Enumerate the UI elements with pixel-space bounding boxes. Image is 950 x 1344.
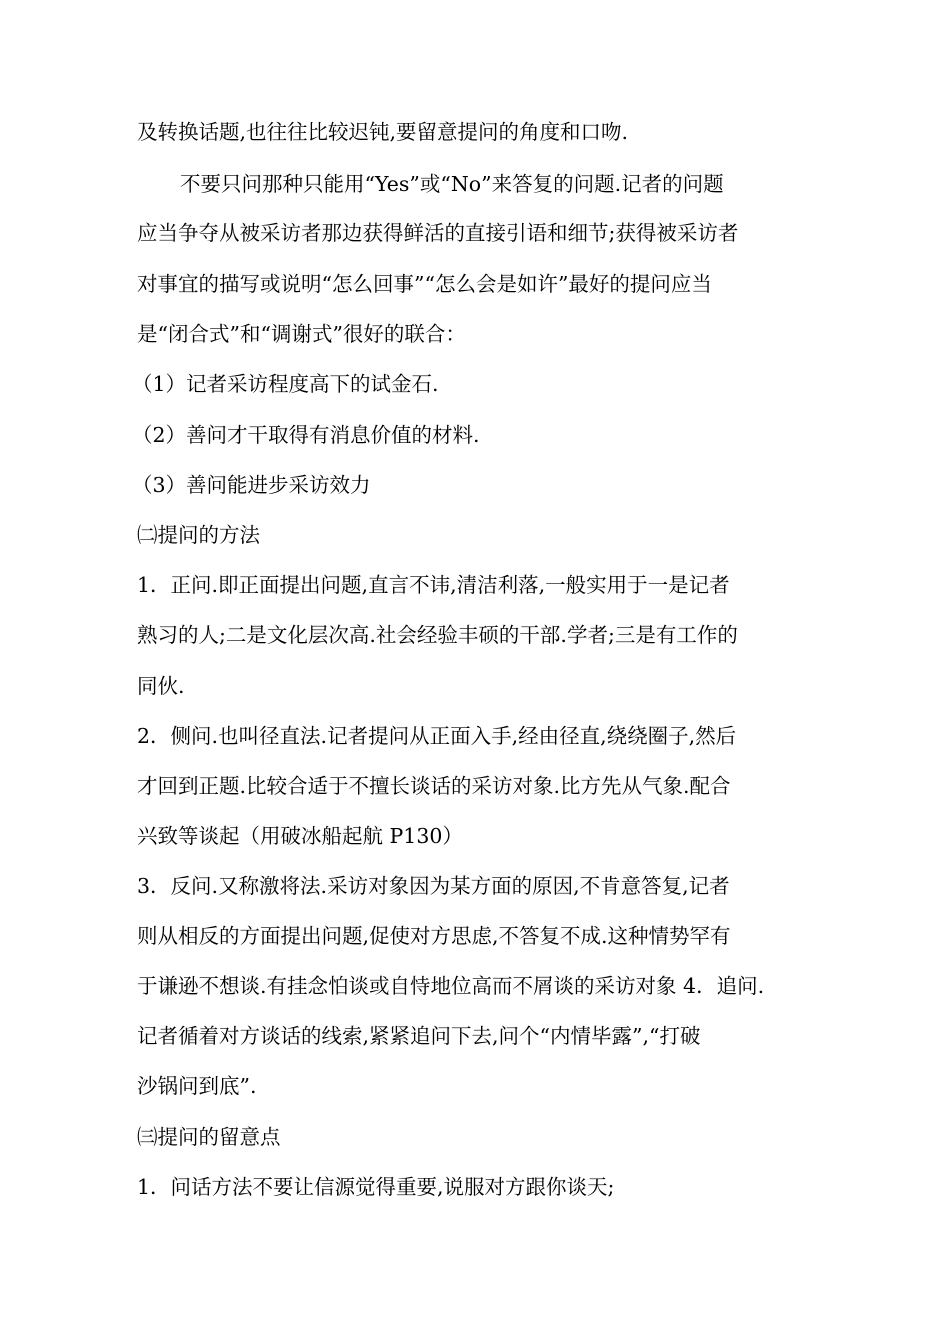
list-item: （3）善问能进步采访效力 (132, 473, 371, 497)
text-line: 则从相反的方面提出问题,促使对方思虑,不答复不成.这种情势罕有 (137, 924, 731, 948)
text-line: 记者循着对方谈话的线索,紧紧追问下去,问个“内情毕露”,“打破 (137, 1024, 701, 1048)
text-line: 于谦逊不想谈.有挂念怕谈或自恃地位高而不屑谈的采访对象 4．追问. (137, 974, 765, 998)
text-line: 对事宜的描写或说明“怎么回事”“怎么会是如许”最好的提问应当 (137, 272, 712, 296)
text-line: 1．问话方法不要让信源觉得重要,说服对方跟你谈天; (137, 1175, 615, 1199)
section-heading: ㈢提问的留意点 (137, 1125, 281, 1149)
text-line: 1．正问.即正面提出问题,直言不讳,清洁利落,一般实用于一是记者 (137, 573, 730, 597)
text-line: 是“闭合式”和“调谢式”很好的联合： (137, 322, 466, 346)
list-item: （2）善问才干取得有消息价值的材料. (132, 423, 480, 447)
text-line: 沙锅问到底”. (137, 1074, 257, 1098)
section-heading: ㈡提问的方法 (137, 523, 260, 547)
text-line: 不要只问那种只能用“Yes”或“No”来答复的问题.记者的问题 (180, 172, 724, 196)
text-line: 兴致等谈起（用破冰船起航 P130） (137, 824, 463, 848)
text-line: 应当争夺从被采访者那边获得鲜活的直接引语和细节;获得被采访者 (137, 221, 739, 245)
text-line: 同伙. (137, 674, 185, 698)
text-line: 熟习的人;二是文化层次高.社会经验丰硕的干部.学者;三是有工作的 (137, 623, 738, 647)
text-line: 才回到正题.比较合适于不擅长谈话的采访对象.比方先从气象.配合 (137, 774, 731, 798)
text-line: 及转换话题,也往往比较迟钝,要留意提问的角度和口吻. (137, 120, 629, 144)
text-line: 3．反问.又称激将法.采访对象因为某方面的原因,不肯意答复,记者 (137, 874, 730, 898)
text-line: 2．侧问.也叫径直法.记者提问从正面入手,经由径直,绕绕圈子,然后 (137, 724, 737, 748)
list-item: （1）记者采访程度高下的试金石. (132, 372, 439, 396)
